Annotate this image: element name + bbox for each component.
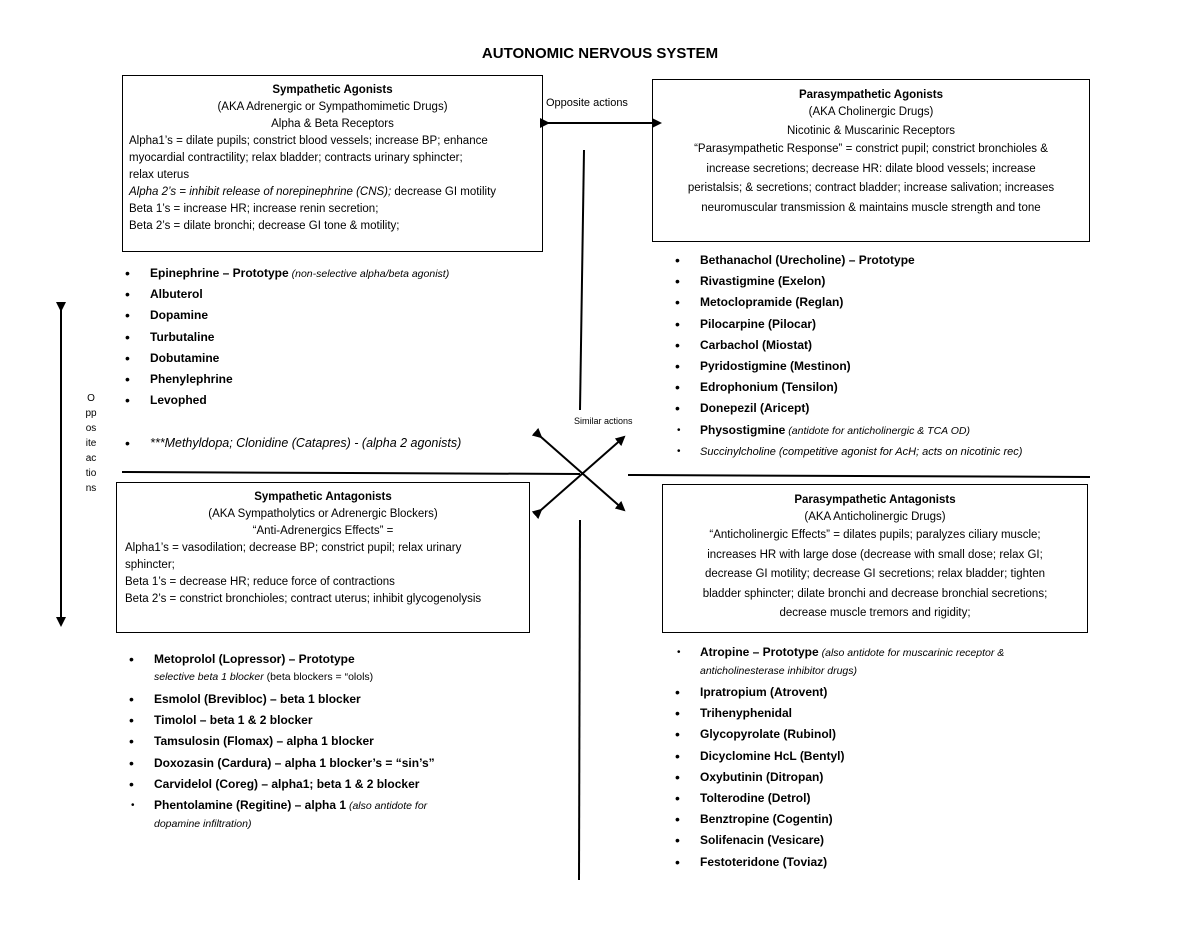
page-title: AUTONOMIC NERVOUS SYSTEM: [481, 45, 719, 62]
alpha2-agonist-list: [122, 433, 461, 454]
list-item: • ***Methyldopa; Clonidine (Catapres) - (alpha 2 agonists): [122, 433, 461, 454]
list-item: • Ipratropium (Atrovent): [672, 682, 844, 703]
center-vertical-line-upper: [580, 150, 584, 410]
list-item: • Oxybutinin (Ditropan): [672, 767, 844, 788]
phentolamine-subtext: dopamine infiltration): [154, 818, 252, 830]
list-item: • Carbachol (Miostat): [672, 335, 1022, 356]
sympathetic-antagonists-effects: “Anti-Adrenergics Effects” =: [252, 525, 394, 537]
effect-line: myocardial contractility; relax bladder; contracts urinary sphincter;: [129, 152, 463, 164]
list-item: • Dobutamine: [122, 348, 449, 369]
sympathetic-agonists-aka: (AKA Adrenergic or Sympathomimetic Drugs): [217, 101, 448, 113]
list-item: • Rivastigmine (Exelon): [672, 271, 1022, 292]
list-item: • Trihenyphenidal: [672, 703, 844, 724]
list-item: • Levophed: [122, 390, 449, 411]
sympathetic-agonist-drug-list: [122, 263, 449, 411]
effect-line: increase secretions; decrease HR: dilate blood vessels; increase: [706, 162, 1036, 175]
list-item: • Dopamine: [122, 305, 449, 326]
sympathetic-antagonist-drug-list-2: [126, 689, 435, 816]
list-item: • Epinephrine – Prototype (non-selective alpha/beta agonist): [122, 263, 449, 284]
effect-line: neuromuscular transmission & maintains muscle strength and tone: [701, 201, 1041, 214]
list-item: • Glycopyrolate (Rubinol): [672, 724, 844, 745]
sympathetic-antagonists-aka: (AKA Sympatholytics or Adrenergic Blockers): [208, 508, 438, 520]
parasympathetic-agonists-receptors: Nicotinic & Muscarinic Receptors: [786, 125, 956, 137]
list-item: • Donepezil (Aricept): [672, 398, 1022, 419]
horizontal-divider-right: [628, 475, 1090, 477]
parasympathetic-antagonists-box: [662, 484, 1088, 633]
list-item: • Bethanachol (Urecholine) – Prototype: [672, 250, 1022, 271]
parasympathetic-agonists-aka: (AKA Cholinergic Drugs): [808, 106, 934, 118]
list-item: • Benztropine (Cogentin): [672, 809, 844, 830]
effect-line: Beta 2’s = dilate bronchi; decrease GI tone & motility;: [129, 220, 400, 232]
effect-line: Alpha1’s = dilate pupils; constrict blood vessels; increase BP; enhance: [129, 135, 488, 147]
effect-line: Alpha1’s = vasodilation; decrease BP; constrict pupil; relax urinary: [125, 542, 462, 554]
list-item: • Physostigmine (antidote for anticholinergic & TCA OD): [672, 420, 1022, 441]
sympathetic-agonists-box: [122, 75, 543, 252]
atropine-subtext: anticholinesterase inhibitor drugs): [700, 665, 858, 677]
effect-line: peristalsis; & secretions; contract bladder; increase salivation; increases: [687, 182, 1055, 194]
sympathetic-antagonist-drug-list: [126, 649, 355, 670]
effect-line: Beta 2’s = constrict bronchioles; contract uterus; inhibit glycogenolysis: [125, 593, 482, 605]
list-item: • Turbutaline: [122, 327, 449, 348]
parasympathetic-effects: [657, 140, 1085, 218]
list-item: • Phentolamine (Regitine) – alpha 1 (also antidote for: [126, 795, 435, 816]
sympathetic-agonists-heading: Sympathetic Agonists: [272, 84, 393, 96]
parasympathetic-antagonists-heading: Parasympathetic Antagonists: [794, 494, 956, 506]
list-item: • Atropine – Prototype (also antidote for muscarinic receptor &: [672, 642, 1004, 663]
center-vertical-line-lower: [579, 520, 580, 880]
sympathetic-agonists-receptors: Alpha & Beta Receptors: [271, 118, 394, 130]
opposite-actions-vertical-label: O pp os ite ac tio ns: [85, 393, 97, 494]
list-item: • Timolol – beta 1 & 2 blocker: [126, 710, 435, 731]
list-item: • Tolterodine (Detrol): [672, 788, 844, 809]
list-item: • Metoprolol (Lopressor) – Prototype: [126, 649, 355, 670]
effect-line: decrease muscle tremors and rigidity;: [779, 607, 971, 620]
list-item: • Metoclopramide (Reglan): [672, 292, 1022, 313]
list-item: • Dicyclomine HcL (Bentyl): [672, 746, 844, 767]
effect-line: sphincter;: [125, 559, 175, 571]
sympathetic-antagonists-heading: Sympathetic Antagonists: [254, 491, 392, 503]
effect-line: decrease GI motility; decrease GI secretions; relax bladder; tighten: [704, 568, 1046, 581]
effect-line: increases HR with large dose (decrease with small dose; relax GI;: [707, 548, 1043, 561]
list-item: • Solifenacin (Vesicare): [672, 830, 844, 851]
opposite-actions-label: Opposite actions: [546, 97, 628, 109]
effect-line: Beta 1’s = increase HR; increase renin secretion;: [129, 203, 379, 215]
list-item: • Carvidelol (Coreg) – alpha1; beta 1 & 2 blocker: [126, 774, 435, 795]
effect-line: bladder sphincter; dilate bronchi and decrease bronchial secretions;: [702, 587, 1048, 600]
list-item: • Albuterol: [122, 284, 449, 305]
parasympathetic-antagonist-effects: [667, 526, 1083, 624]
list-item: • Festoteridone (Toviaz): [672, 852, 844, 873]
list-item: • Succinylcholine (competitive agonist for AcH; acts on nicotinic rec): [672, 441, 1022, 462]
list-item: • Edrophonium (Tensilon): [672, 377, 1022, 398]
sympathetic-antagonists-box: [116, 482, 530, 633]
list-item: • Doxozasin (Cardura) – alpha 1 blocker’s = “sin’s”: [126, 753, 435, 774]
parasympathetic-agonists-box: [652, 79, 1090, 242]
effect-line: “Anticholinergic Effects” = dilates pupils; paralyzes ciliary muscle;: [709, 529, 1041, 541]
horizontal-divider-left: [122, 472, 580, 474]
effect-line: relax uterus: [129, 169, 190, 181]
parasympathetic-antagonists-aka: (AKA Anticholinergic Drugs): [804, 511, 946, 523]
parasympathetic-agonists-heading: Parasympathetic Agonists: [798, 89, 943, 101]
list-item: • Pyridostigmine (Mestinon): [672, 356, 1022, 377]
effect-line: Beta 1’s = decrease HR; reduce force of contractions: [125, 576, 395, 588]
parasympathetic-antagonist-drug-list: [672, 642, 1004, 663]
effect-line-alpha2: Alpha 2’s = inhibit release of norepinephrine (CNS); decrease GI motility: [129, 186, 497, 198]
metoprolol-subtext: selective beta 1 blocker (beta blockers = “olols): [154, 671, 374, 683]
parasympathetic-agonist-drug-list: [672, 250, 1022, 462]
list-item: • Pilocarpine (Pilocar): [672, 314, 1022, 335]
list-item: • Esmolol (Brevibloc) – beta 1 blocker: [126, 689, 435, 710]
effect-line: “Parasympathetic Response” = constrict pupil; constrict bronchioles &: [694, 143, 1048, 155]
parasympathetic-antagonist-drug-list-2: [672, 682, 844, 873]
list-item: • Tamsulosin (Flomax) – alpha 1 blocker: [126, 731, 435, 752]
list-item: • Phenylephrine: [122, 369, 449, 390]
similar-actions-label: Similar actions: [574, 416, 633, 426]
